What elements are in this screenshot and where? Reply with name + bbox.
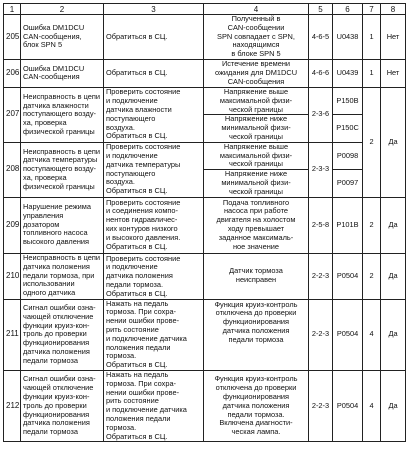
priority-value: 2: [363, 197, 381, 253]
diagnostic-codes-document: [3, 3, 405, 452]
trigger-condition: Напряжение ниже минимальной физи- ческой границы: [204, 115, 309, 142]
fault-description: Сигнал ошибки озна- чающей отключение функции круиз-кон- троль до проверки функционирования датчика положения педали тормоза: [21, 299, 104, 370]
column-header: 6: [333, 4, 363, 15]
table-row: [4, 370, 406, 441]
trigger-condition: Напряжение выше максимальной физи- ческой границы: [204, 142, 309, 169]
recommended-action: Проверить состояние и подключение датчика положения педали тормоза. Обратиться в СЦ.: [104, 253, 204, 299]
fault-description: Неисправность в цепи датчика влажности поступающего возду- ха, проверка физической границы: [21, 87, 104, 142]
row-number: 207: [4, 87, 21, 142]
table-header-row: [4, 4, 406, 15]
table-row: [4, 59, 406, 87]
column-header: 5: [309, 4, 333, 15]
blink-code: 2-2-3: [309, 299, 333, 370]
dtc-code: P0098: [333, 142, 363, 169]
recommended-action: Проверить состояние и подключение датчика температуры поступающего воздуха. Обратиться в СЦ.: [104, 142, 204, 197]
diagnostic-codes-table: [3, 3, 406, 442]
priority-value: 4: [363, 299, 381, 370]
lamp-flag: Да: [381, 370, 406, 441]
trigger-condition: Функция круиз-контроль отключена до проверки функционирования датчика положения педали тормоза: [204, 299, 309, 370]
blink-code: 2-5-8: [309, 197, 333, 253]
row-number: 206: [4, 59, 21, 87]
row-number: 208: [4, 142, 21, 197]
recommended-action: Проверить состояние и соединения компо- нентов гидравличес- ких контуров низкого и высокого давления. Обратиться в СЦ.: [104, 197, 204, 253]
column-header: 1: [4, 4, 21, 15]
lamp-flag: Нет: [381, 15, 406, 60]
trigger-condition: Полученный в CAN-сообщении SPN совпадает с SPN, находящимся в блоке SPN 5: [204, 15, 309, 60]
fault-description: Неисправность в цепи датчика положения педали тормоза, при использовании одного датчика: [21, 253, 104, 299]
blink-code: 2-3-3: [309, 142, 333, 197]
dtc-code: P0097: [333, 170, 363, 197]
lamp-flag: Да: [381, 299, 406, 370]
row-number: 212: [4, 370, 21, 441]
dtc-code: P101B: [333, 197, 363, 253]
blink-code: 4-6-6: [309, 59, 333, 87]
table-row: [4, 142, 406, 169]
table-row: [4, 299, 406, 370]
column-header: 2: [21, 4, 104, 15]
dtc-code: P0504: [333, 370, 363, 441]
lamp-flag: Да: [381, 87, 406, 197]
blink-code: 2-2-3: [309, 253, 333, 299]
trigger-condition: Напряжение выше максимальной физи- ческой границы: [204, 87, 309, 114]
row-number: 209: [4, 197, 21, 253]
dtc-code: P150C: [333, 115, 363, 142]
blink-code: 4-6-5: [309, 15, 333, 60]
trigger-condition: Истечение времени ожидания для DM1DCU CAN-сообщения: [204, 59, 309, 87]
trigger-condition: Напряжение ниже минимальной физи- ческой границы: [204, 170, 309, 197]
priority-value: 2: [363, 87, 381, 197]
column-header: 7: [363, 4, 381, 15]
fault-description: Ошибка DM1DCU CAN-сообщения, блок SPN 5: [21, 15, 104, 60]
table-row: [4, 15, 406, 60]
trigger-condition: Датчик тормоза неисправен: [204, 253, 309, 299]
column-header: 3: [104, 4, 204, 15]
trigger-condition: Подача топливного насоса при работе двигателя на холостом ходу превышает заданное максималь- ное значение: [204, 197, 309, 253]
column-header: 4: [204, 4, 309, 15]
column-header: 8: [381, 4, 406, 15]
lamp-flag: Нет: [381, 59, 406, 87]
row-number: 205: [4, 15, 21, 60]
blink-code: 2-3-6: [309, 87, 333, 142]
trigger-condition: Функция круиз-контроль отключена до проверки функционирования датчика положения педали тормоза. Включена диагности- ческая лампа.: [204, 370, 309, 441]
fault-description: Сигнал ошибки озна- чающей отключение функции круиз-кон- троль до проверки функционирования датчика положения педали тормоза: [21, 370, 104, 441]
priority-value: 1: [363, 15, 381, 60]
recommended-action: Обратиться в СЦ.: [104, 15, 204, 60]
priority-value: 2: [363, 253, 381, 299]
recommended-action: Обратиться в СЦ.: [104, 59, 204, 87]
table-row: [4, 197, 406, 253]
row-number: 210: [4, 253, 21, 299]
row-number: 211: [4, 299, 21, 370]
dtc-code: P150B: [333, 87, 363, 114]
table-row: [4, 87, 406, 114]
blink-code: 2-2-3: [309, 370, 333, 441]
priority-value: 1: [363, 59, 381, 87]
dtc-code: P0504: [333, 253, 363, 299]
recommended-action: Проверить состояние и подключение датчика влажности поступающего воздуха. Обратиться в СЦ.: [104, 87, 204, 142]
dtc-code: P0504: [333, 299, 363, 370]
priority-value: 4: [363, 370, 381, 441]
dtc-code: U0439: [333, 59, 363, 87]
fault-description: Нарушение режима управления дозатором топливного насоса высокого давления: [21, 197, 104, 253]
recommended-action: Нажать на педаль тормоза. При сохра- нении ошибки прове- рить состояние и подключение датчика положения педали тормоза. Обратиться в СЦ.: [104, 370, 204, 441]
recommended-action: Нажать на педаль тормоза. При сохра- нении ошибки прове- рить состояние и подключение датчика положения педали тормоза. Обратиться в СЦ.: [104, 299, 204, 370]
lamp-flag: Да: [381, 197, 406, 253]
fault-description: Неисправность в цепи датчика температуры поступающего возду- ха, проверка физической границы: [21, 142, 104, 197]
dtc-code: U0438: [333, 15, 363, 60]
lamp-flag: Да: [381, 253, 406, 299]
fault-description: Ошибка DM1DCU CAN-сообщения: [21, 59, 104, 87]
table-row: [4, 253, 406, 299]
